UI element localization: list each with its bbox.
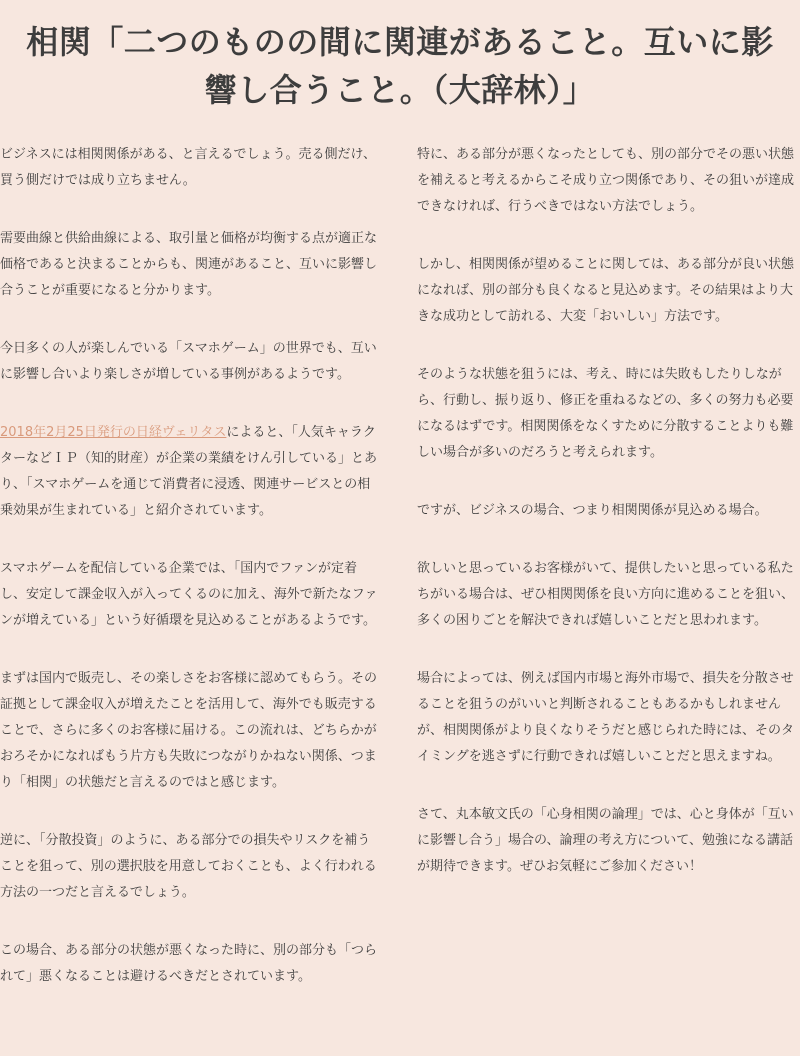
paragraph: まずは国内で販売し、その楽しさをお客様に認めてもらう。その証拠として課金収入が増えたことを活用して、海外でも販売することで、さらに多くのお客様に届ける。この流れは、どちらかがおろそかになればもう片方も失敗につながりかねない関係、つまり「相関」の状態だと言えるのではと感じます。 [0, 671, 378, 790]
right-column [417, 142, 797, 912]
paragraph: ビジネスには相関関係がある、と言えるでしょう。売る側だけ、買う側だけでは成り立ちません。 [0, 147, 376, 188]
title-line-1: 相関「二つのものの間に関連があること。互いに影 [26, 23, 774, 61]
paragraph: この場合、ある部分の状態が悪くなった時に、別の部分も「つられて」悪くなることは避けるべきだとされています。 [0, 943, 378, 984]
title-line-2: 響し合うこと。（大辞林）」 [204, 71, 596, 109]
paragraph: スマホゲームを配信している企業では、「国内でファンが定着し、安定して課金収入が入ってくるのに加え、海外で新たなファンが増えている」という好循環を見込めることがあるようです。 [0, 561, 378, 628]
left-column [0, 142, 380, 1022]
paragraph: 需要曲線と供給曲線による、取引量と価格が均衡する点が適正な価格であると決まることからも、関連があること、互いに影響し合うことが重要になると分かります。 [0, 231, 378, 298]
paragraph: ですが、ビジネスの場合、つまり相関関係が見込める場合。 [417, 503, 768, 518]
paragraph: さて、丸本敏文氏の「心身相関の論理」では、心と身体が「互いに影響し合う」場合の、論理の考え方について、勉強になる講話が期待できます。ぜひお気軽にご参加ください！ [417, 807, 794, 874]
paragraph: しかし、相関関係が望めることに関しては、ある部分が良い状態になれば、別の部分も良くなると見込めます。その結果はより大きな成功として訪れる、大変「おいしい」方法です。 [417, 257, 795, 324]
paragraph: 逆に、「分散投資」のように、ある部分での損失やリスクを補うことを狙って、別の選択肢を用意しておくことも、よく行われる方法の一つだと言えるでしょう。 [0, 833, 377, 900]
paragraph-with-link [0, 420, 380, 524]
page-title [0, 18, 800, 114]
paragraph: 特に、ある部分が悪くなったとしても、別の部分でその悪い状態を補えると考えるからこそ成り立つ関係であり、その狙いが達成できなければ、行うべきではない方法でしょう。 [417, 147, 795, 214]
paragraph: 欲しいと思っているお客様がいて、提供したいと思っている私たちがいる場合は、ぜひ相関関係を良い方向に進めることを狙い、多くの困りごとを解決できれば嬉しいことだと思われます。 [417, 561, 795, 628]
nikkei-veritas-link[interactable]: 2018年2月25日発行の日経ヴェリタス [0, 425, 227, 440]
paragraph-text: によると、「人気キャラクターなどＩＰ（知的財産）が企業の業績をけん引している」とあり、「スマホゲームを通じて消費者に浸透、関連サービスとの相乗効果が生まれている」と紹介されています。 [0, 425, 378, 518]
paragraph: 今日多くの人が楽しんでいる「スマホゲーム」の世界でも、互いに影響し合いより楽しさが増している事例があるようです。 [0, 341, 377, 382]
paragraph: そのような状態を狙うには、考え、時には失敗もしたりしながら、行動し、振り返り、修正を重ねるなどの、多くの努力も必要になるはずです。相関関係をなくすために分散することよりも難しい場合が多いのだろうと考えられます。 [417, 367, 794, 460]
paragraph: 場合によっては、例えば国内市場と海外市場で、損失を分散させることを狙うのがいいと判断されることもあるかもしれませんが、相関関係がより良くなりそうだと感じられた時には、そのタイミングを逃さずに行動できれば嬉しいことだと思えますね。 [417, 671, 795, 764]
